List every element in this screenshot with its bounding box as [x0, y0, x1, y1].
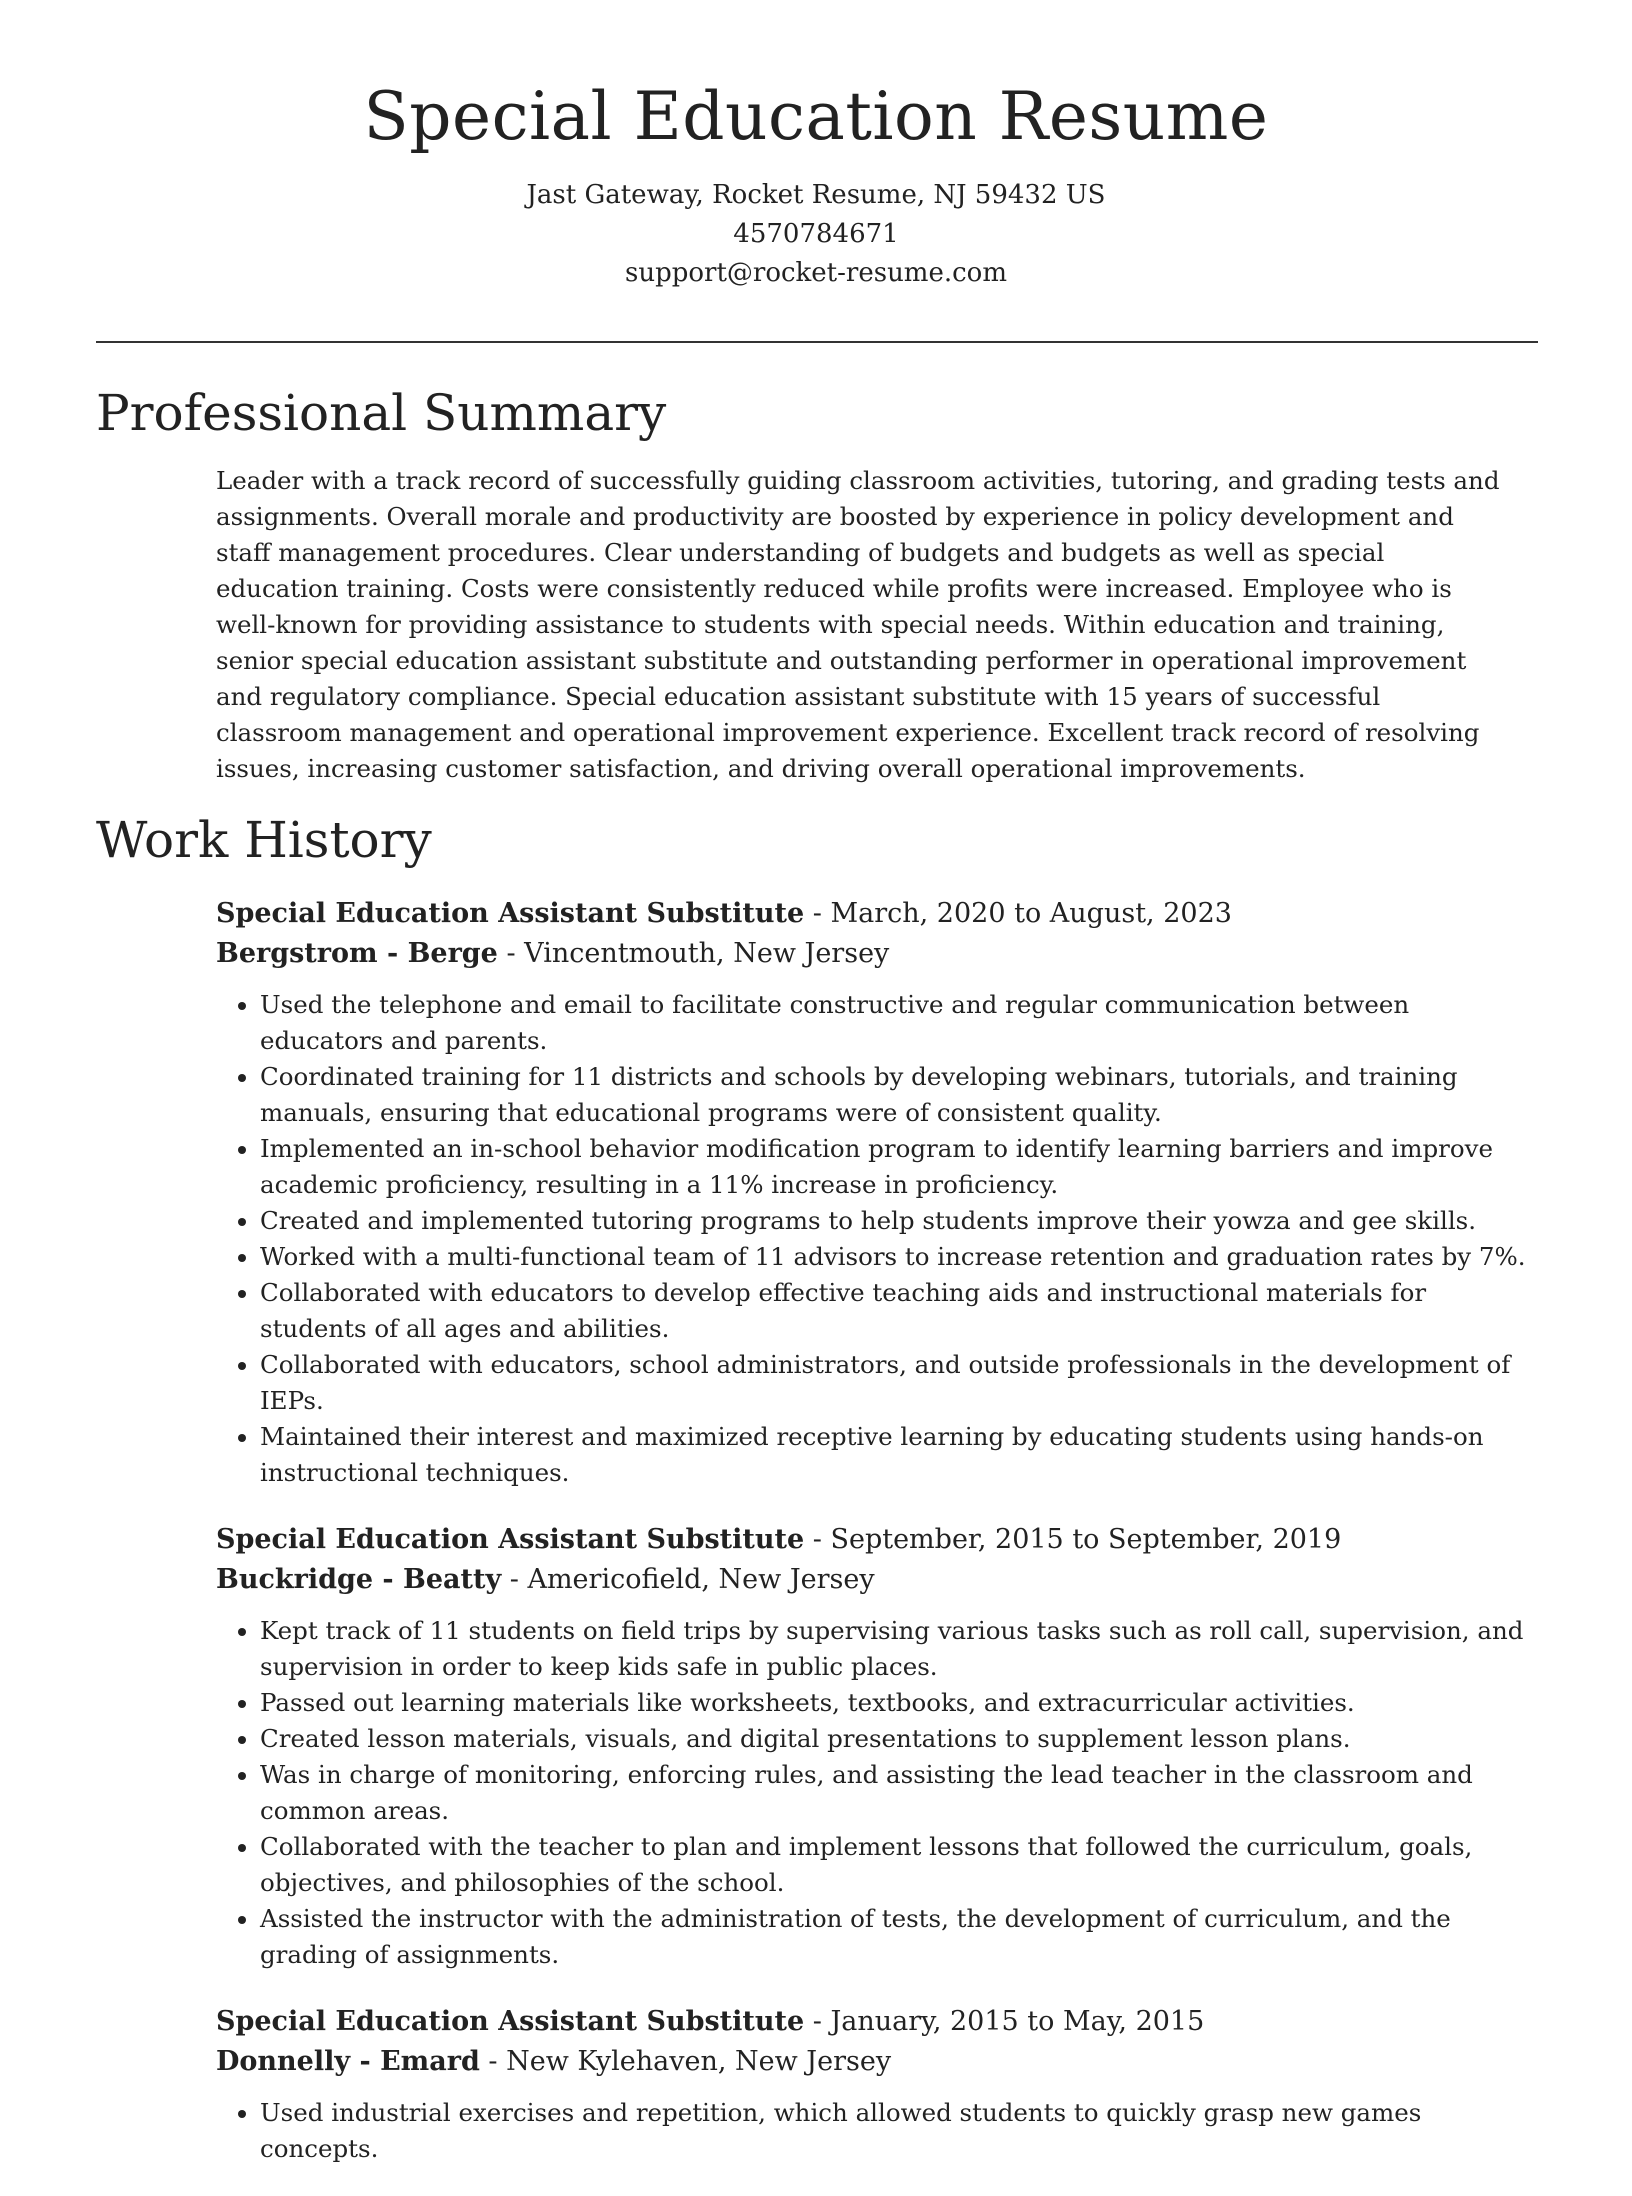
job-separator: - — [501, 1564, 528, 1595]
contact-address: Jast Gateway, Rocket Resume, NJ 59432 US — [526, 180, 1106, 210]
job-bullet: • Used industrial exercises and repetition, which allowed students to quickly grasp new games concepts. — [260, 2095, 1538, 2167]
job-location: New Kylehaven, New Jersey — [506, 2046, 892, 2077]
resume-title: Special Education Resume — [363, 78, 1269, 155]
job-company-line — [216, 934, 1538, 974]
job-entry — [216, 2002, 1538, 2167]
job-bullet: • Used the telephone and email to facilitate constructive and regular communication between educators and parents. — [260, 987, 1538, 1059]
job-bullet: • Maintained their interest and maximized receptive learning by educating students using hands-on instructional techniques. — [260, 1419, 1538, 1491]
summary-text: Leader with a track record of successfully guiding classroom activities, tutoring, and grading tests and assignments. Overall morale and productivity are boosted by experience in policy development and staff management procedures. Clear understanding of budgets and budgets as well as special education training. Costs were consistently reduced while profits were increased. Employee who is well-known for providing assistance to students with special needs. Within education and training, senior special education assistant substitute and outstanding performer in operational improvement and regulatory compliance. Special education assistant substitute with 15 years of successful classroom management and operational improvement experience. Excellent track record of resolving issues, increasing customer satisfaction, and driving overall operational improvements. — [216, 466, 1500, 783]
work-history-list — [216, 894, 1538, 2196]
job-title: Special Education Assistant Substitute — [216, 898, 805, 929]
job-separator: - — [479, 2046, 507, 2077]
job-dates: March, 2020 to August, 2023 — [830, 898, 1232, 929]
job-location: Americofield, New Jersey — [527, 1564, 875, 1595]
job-title-line — [216, 2002, 1538, 2042]
job-company: Buckridge - Beatty — [216, 1564, 502, 1595]
header-divider — [96, 341, 1538, 343]
job-entry — [216, 1520, 1538, 1973]
job-bullet-list — [216, 987, 1538, 1491]
job-title: Special Education Assistant Substitute — [216, 1524, 805, 1555]
job-bullet: • Created and implemented tutoring programs to help students improve their yowza and gee skills. — [260, 1203, 1538, 1239]
job-bullet: • Collaborated with the teacher to plan and implement lessons that followed the curriculum, goals, objectives, and philosophies of the school. — [260, 1829, 1538, 1901]
job-title-line — [216, 894, 1538, 934]
job-bullet: • Assisted the instructor with the administration of tests, the development of curriculum, and the grading of assignments. — [260, 1901, 1538, 1973]
work-history-heading: Work History — [96, 811, 432, 869]
job-bullet: • Passed out learning materials like worksheets, textbooks, and extracurricular activities. — [260, 1685, 1538, 1721]
job-dates: January, 2015 to May, 2015 — [830, 2006, 1205, 2037]
job-title-line — [216, 1520, 1538, 1560]
job-bullet-list — [216, 2095, 1538, 2167]
job-dates: September, 2015 to September, 2019 — [830, 1524, 1342, 1555]
job-bullet: • Was in charge of monitoring, enforcing rules, and assisting the lead teacher in the classroom and common areas. — [260, 1757, 1538, 1829]
resume-header — [0, 0, 1632, 293]
job-bullet: • Kept track of 11 students on field trips by supervising various tasks such as roll call, supervision, and supervision in order to keep kids safe in public places. — [260, 1613, 1538, 1685]
job-company-line — [216, 2042, 1538, 2082]
job-separator: - — [497, 938, 525, 969]
job-company: Donnelly - Emard — [216, 2046, 480, 2077]
job-separator: - — [804, 1524, 831, 1555]
job-company-line — [216, 1560, 1538, 1600]
job-bullet: • Worked with a multi-functional team of 11 advisors to increase retention and graduation rates by 7%. — [260, 1239, 1538, 1275]
summary-heading: Professional Summary — [96, 384, 667, 442]
contact-phone: 4570784671 — [733, 219, 899, 249]
contact-email: support@rocket-resume.com — [624, 258, 1007, 288]
job-bullet: • Created lesson materials, visuals, and digital presentations to supplement lesson plans. — [260, 1721, 1538, 1757]
job-bullet-list — [216, 1613, 1538, 1973]
job-bullet: • Collaborated with educators, school administrators, and outside professionals in the development of IEPs. — [260, 1347, 1538, 1419]
job-location: Vincentmouth, New Jersey — [524, 938, 890, 969]
job-bullet: • Coordinated training for 11 districts and schools by developing webinars, tutorials, and training manuals, ensuring that educational programs were of consistent quality. — [260, 1059, 1538, 1131]
job-separator: - — [804, 898, 831, 929]
job-bullet: • Implemented an in-school behavior modification program to identify learning barriers and improve academic proficiency, resulting in a 11% increase in proficiency. — [260, 1131, 1538, 1203]
job-company: Bergstrom - Berge — [216, 938, 498, 969]
job-entry — [216, 894, 1538, 1491]
job-bullet: • Collaborated with educators to develop effective teaching aids and instructional materials for students of all ages and abilities. — [260, 1275, 1538, 1347]
job-title: Special Education Assistant Substitute — [216, 2006, 805, 2037]
job-separator: - — [804, 2006, 831, 2037]
